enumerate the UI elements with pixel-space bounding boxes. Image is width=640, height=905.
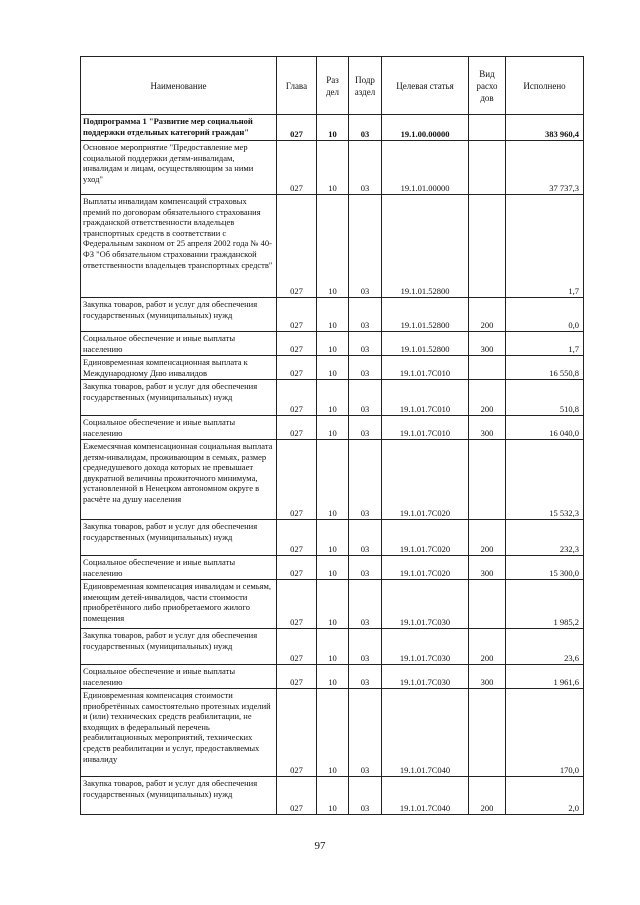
- cell-name: Социальное обеспечение и иные выплаты населению: [81, 332, 277, 356]
- cell-glava: 027: [277, 332, 317, 356]
- cell-glava: 027: [277, 141, 317, 195]
- cell-razdel: 10: [317, 298, 349, 332]
- cell-vid: [469, 195, 506, 298]
- cell-target: 19.1.01.7С010: [382, 356, 469, 380]
- cell-target: 19.1.01.52800: [382, 195, 469, 298]
- cell-name: Социальное обеспечение и иные выплаты населению: [81, 416, 277, 440]
- cell-ispolneno: 16 040,0: [506, 416, 584, 440]
- cell-glava: 027: [277, 416, 317, 440]
- cell-name: Ежемесячная компенсационная социальная выплата детям-инвалидам, проживающим в семьях, размер среднедушевого дохода которых не превышает двукратной величины прожиточного минимума, установленной в Ненецком автономном округе в расчёте на душу населения: [81, 440, 277, 520]
- cell-razdel: 10: [317, 195, 349, 298]
- cell-ispolneno: 510,8: [506, 380, 584, 416]
- cell-vid: [469, 440, 506, 520]
- cell-name: Социальное обеспечение и иные выплаты населению: [81, 556, 277, 580]
- header-podrazdel: Подр аздел: [349, 57, 382, 115]
- cell-name: Закупка товаров, работ и услуг для обеспечения государственных (муниципальных) нужд: [81, 629, 277, 665]
- cell-target: 19.1.01.00000: [382, 141, 469, 195]
- cell-target: 19.1.01.52800: [382, 332, 469, 356]
- cell-podrazdel: 03: [349, 141, 382, 195]
- cell-vid: 200: [469, 520, 506, 556]
- cell-vid: [469, 689, 506, 777]
- table-row: [81, 520, 584, 556]
- cell-podrazdel: 03: [349, 332, 382, 356]
- cell-podrazdel: 03: [349, 665, 382, 689]
- table-row: [81, 380, 584, 416]
- cell-podrazdel: 03: [349, 416, 382, 440]
- cell-razdel: 10: [317, 580, 349, 629]
- cell-podrazdel: 03: [349, 689, 382, 777]
- header-razdel: Раз дел: [317, 57, 349, 115]
- table-row: [81, 141, 584, 195]
- table-row: [81, 115, 584, 141]
- cell-glava: 027: [277, 195, 317, 298]
- cell-podrazdel: 03: [349, 629, 382, 665]
- table-row: [81, 665, 584, 689]
- cell-razdel: 10: [317, 629, 349, 665]
- cell-name: Закупка товаров, работ и услуг для обеспечения государственных (муниципальных) нужд: [81, 298, 277, 332]
- header-vid: Вид расхо дов: [469, 57, 506, 115]
- table-row: [81, 440, 584, 520]
- table-row: [81, 580, 584, 629]
- cell-glava: 027: [277, 629, 317, 665]
- cell-vid: 200: [469, 380, 506, 416]
- cell-ispolneno: 383 960,4: [506, 115, 584, 141]
- cell-name: Единовременная компенсация инвалидам и семьям, имеющим детей-инвалидов, части стоимости приобретённого либо приобретаемого жилого помещения: [81, 580, 277, 629]
- cell-ispolneno: 1,7: [506, 332, 584, 356]
- cell-glava: 027: [277, 298, 317, 332]
- table-row: [81, 356, 584, 380]
- cell-ispolneno: 232,3: [506, 520, 584, 556]
- cell-razdel: 10: [317, 332, 349, 356]
- cell-podrazdel: 03: [349, 556, 382, 580]
- cell-name: Закупка товаров, работ и услуг для обеспечения государственных (муниципальных) нужд: [81, 520, 277, 556]
- header-glava: Глава: [277, 57, 317, 115]
- cell-razdel: 10: [317, 115, 349, 141]
- cell-glava: 027: [277, 380, 317, 416]
- cell-ispolneno: 1 985,2: [506, 580, 584, 629]
- cell-vid: 200: [469, 629, 506, 665]
- cell-vid: 300: [469, 416, 506, 440]
- cell-name: Закупка товаров, работ и услуг для обеспечения государственных (муниципальных) нужд: [81, 380, 277, 416]
- cell-target: 19.1.01.7С010: [382, 380, 469, 416]
- table-row: [81, 629, 584, 665]
- cell-podrazdel: 03: [349, 520, 382, 556]
- cell-name: Социальное обеспечение и иные выплаты населению: [81, 665, 277, 689]
- cell-glava: 027: [277, 665, 317, 689]
- cell-glava: 027: [277, 777, 317, 815]
- header-ispolneno: Исполнено: [506, 57, 584, 115]
- cell-podrazdel: 03: [349, 380, 382, 416]
- cell-target: 19.1.01.7С030: [382, 580, 469, 629]
- cell-name: Закупка товаров, работ и услуг для обеспечения государственных (муниципальных) нужд: [81, 777, 277, 815]
- cell-vid: 200: [469, 777, 506, 815]
- cell-ispolneno: 1,7: [506, 195, 584, 298]
- cell-podrazdel: 03: [349, 298, 382, 332]
- cell-vid: [469, 356, 506, 380]
- cell-podrazdel: 03: [349, 195, 382, 298]
- table-row: [81, 332, 584, 356]
- budget-table: [80, 56, 584, 815]
- cell-razdel: 10: [317, 416, 349, 440]
- cell-target: 19.1.01.7С020: [382, 440, 469, 520]
- table-row: [81, 689, 584, 777]
- cell-razdel: 10: [317, 689, 349, 777]
- cell-target: 19.1.01.7С030: [382, 665, 469, 689]
- cell-razdel: 10: [317, 440, 349, 520]
- cell-vid: 300: [469, 332, 506, 356]
- cell-razdel: 10: [317, 356, 349, 380]
- cell-ispolneno: 2,0: [506, 777, 584, 815]
- cell-name: Основное мероприятие "Предоставление мер социальной поддержки детям-инвалидам, инвалидам и лицам, осуществляющим за ними уход": [81, 141, 277, 195]
- cell-glava: 027: [277, 356, 317, 380]
- cell-vid: 300: [469, 556, 506, 580]
- cell-ispolneno: 15 532,3: [506, 440, 584, 520]
- page-number: 97: [314, 840, 326, 852]
- cell-razdel: 10: [317, 556, 349, 580]
- cell-vid: [469, 580, 506, 629]
- table-row: [81, 195, 584, 298]
- cell-target: 19.1.01.7С040: [382, 777, 469, 815]
- cell-ispolneno: 1 961,6: [506, 665, 584, 689]
- cell-razdel: 10: [317, 520, 349, 556]
- cell-vid: [469, 115, 506, 141]
- cell-ispolneno: 0,0: [506, 298, 584, 332]
- table-header-row: [81, 57, 584, 115]
- cell-ispolneno: 170,0: [506, 689, 584, 777]
- cell-ispolneno: 15 300,0: [506, 556, 584, 580]
- cell-target: 19.1.00.00000: [382, 115, 469, 141]
- cell-target: 19.1.01.7С020: [382, 556, 469, 580]
- cell-target: 19.1.01.7С020: [382, 520, 469, 556]
- cell-podrazdel: 03: [349, 440, 382, 520]
- header-name: Наименование: [81, 57, 277, 115]
- cell-glava: 027: [277, 689, 317, 777]
- cell-target: 19.1.01.7С030: [382, 629, 469, 665]
- cell-podrazdel: 03: [349, 115, 382, 141]
- cell-target: 19.1.01.52800: [382, 298, 469, 332]
- table-row: [81, 416, 584, 440]
- cell-target: 19.1.01.7С040: [382, 689, 469, 777]
- cell-glava: 027: [277, 556, 317, 580]
- cell-ispolneno: 16 550,8: [506, 356, 584, 380]
- cell-vid: [469, 141, 506, 195]
- cell-glava: 027: [277, 580, 317, 629]
- cell-podrazdel: 03: [349, 580, 382, 629]
- cell-ispolneno: 23,6: [506, 629, 584, 665]
- cell-glava: 027: [277, 440, 317, 520]
- cell-glava: 027: [277, 115, 317, 141]
- cell-name: Единовременная компенсационная выплата к Международному Дню инвалидов: [81, 356, 277, 380]
- table-body: [81, 115, 584, 815]
- cell-name: Выплаты инвалидам компенсаций страховых премий по договорам обязательного страхования гражданской ответственности владельцев транспортных средств в соответствии с Федеральным законом от 25 апреля 2002 года № 40-ФЗ "Об обязательном страховании гражданской ответственности владельцев транспортных средств": [81, 195, 277, 298]
- cell-vid: 200: [469, 298, 506, 332]
- cell-razdel: 10: [317, 665, 349, 689]
- cell-target: 19.1.01.7С010: [382, 416, 469, 440]
- cell-podrazdel: 03: [349, 356, 382, 380]
- cell-razdel: 10: [317, 777, 349, 815]
- header-target: Целевая статья: [382, 57, 469, 115]
- table-row: [81, 777, 584, 815]
- cell-name: Подпрограмма 1 "Развитие мер социальной поддержки отдельных категорий граждан": [81, 115, 277, 141]
- cell-razdel: 10: [317, 380, 349, 416]
- cell-razdel: 10: [317, 141, 349, 195]
- cell-ispolneno: 37 737,3: [506, 141, 584, 195]
- cell-podrazdel: 03: [349, 777, 382, 815]
- cell-glava: 027: [277, 520, 317, 556]
- table-row: [81, 556, 584, 580]
- cell-name: Единовременная компенсация стоимости приобретённых самостоятельно протезных изделий и (или) технических средств реабилитации, не входящих в федеральный перечень реабилитационных мероприятий, технических средств реабилитации и услуг, предоставляемых инвалиду: [81, 689, 277, 777]
- cell-vid: 300: [469, 665, 506, 689]
- table-row: [81, 298, 584, 332]
